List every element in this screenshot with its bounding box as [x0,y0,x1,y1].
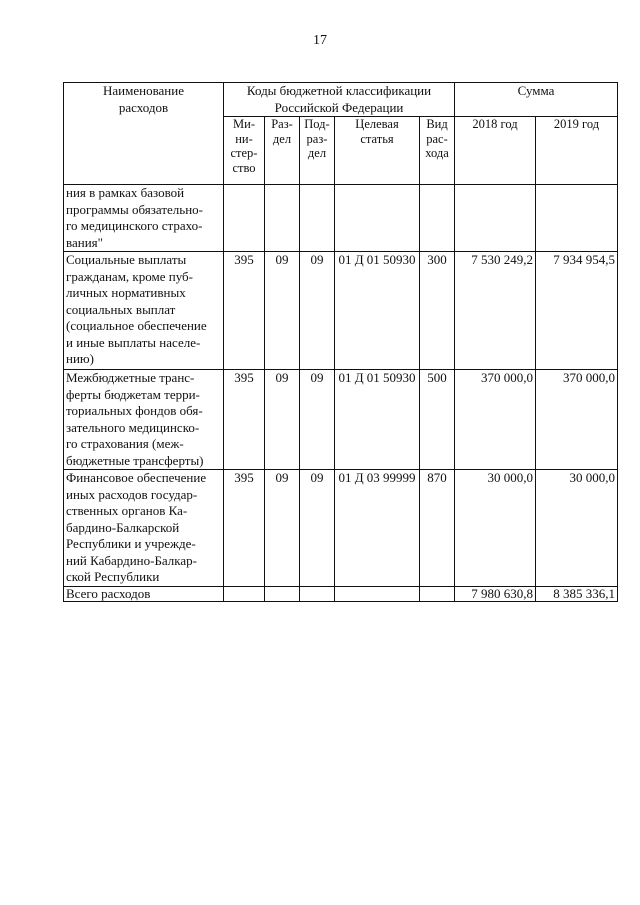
row-subsection [300,185,335,252]
row-section: 09 [265,252,300,370]
row-section: 09 [265,370,300,470]
page-number: 17 [313,33,327,48]
row-sum-2019: 7 934 954,5 [536,252,618,370]
table-row [64,370,618,470]
row-sum-2019 [536,185,618,252]
header-target-article: Целевая статья [335,117,420,185]
row-name: ния в рамках базовой программы обязательно- го медицинского страхо- вания" [64,185,224,252]
total-sum-2019: 8 385 336,1 [536,586,618,601]
header-section: Раз- дел [265,117,300,185]
row-section [265,185,300,252]
row-subsection: 09 [300,470,335,587]
row-sum-2018 [455,185,536,252]
row-subsection: 09 [300,370,335,470]
row-section: 09 [265,470,300,587]
table-row [64,470,618,587]
budget-table [63,82,618,602]
row-sum-2019: 30 000,0 [536,470,618,587]
header-subsection: Под- раз- дел [300,117,335,185]
header-sum-group: Сумма [455,83,618,117]
header-ministry: Ми- ни- стер- ство [224,117,265,185]
row-target-article: 01 Д 01 50930 [335,370,420,470]
table-row [64,185,618,252]
row-subsection: 09 [300,252,335,370]
total-sum-2018: 7 980 630,8 [455,586,536,601]
row-ministry: 395 [224,470,265,587]
row-expense-type [420,185,455,252]
row-name: Финансовое обеспечение иных расходов государ- ственных органов Ка- бардино-Балкарской Республики и учрежде- ний Кабардино-Балкар- ской Республики [64,470,224,587]
row-ministry: 395 [224,252,265,370]
header-year-2019: 2019 год [536,117,618,185]
total-row [64,586,618,601]
row-sum-2018: 30 000,0 [455,470,536,587]
total-label: Всего расходов [64,586,224,601]
row-ministry [224,185,265,252]
row-sum-2019: 370 000,0 [536,370,618,470]
row-name: Межбюджетные транс- ферты бюджетам терри- ториальных фондов обя- зательного медицинско- го страхования (меж- бюджетные трансферты) [64,370,224,470]
header-year-2018: 2018 год [455,117,536,185]
row-target-article [335,185,420,252]
row-target-article: 01 Д 01 50930 [335,252,420,370]
table-row [64,252,618,370]
row-target-article: 01 Д 03 99999 [335,470,420,587]
header-name: Наименование расходов [64,83,224,185]
row-ministry: 395 [224,370,265,470]
row-expense-type: 870 [420,470,455,587]
row-sum-2018: 7 530 249,2 [455,252,536,370]
row-expense-type: 300 [420,252,455,370]
row-name: Социальные выплаты гражданам, кроме пуб- личных нормативных социальных выплат (социальное обеспечение и иные выплаты населе- нию) [64,252,224,370]
row-sum-2018: 370 000,0 [455,370,536,470]
header-expense-type: Вид рас- хода [420,117,455,185]
header-codes-group: Коды бюджетной классификации Российской Федерации [224,83,455,117]
row-expense-type: 500 [420,370,455,470]
